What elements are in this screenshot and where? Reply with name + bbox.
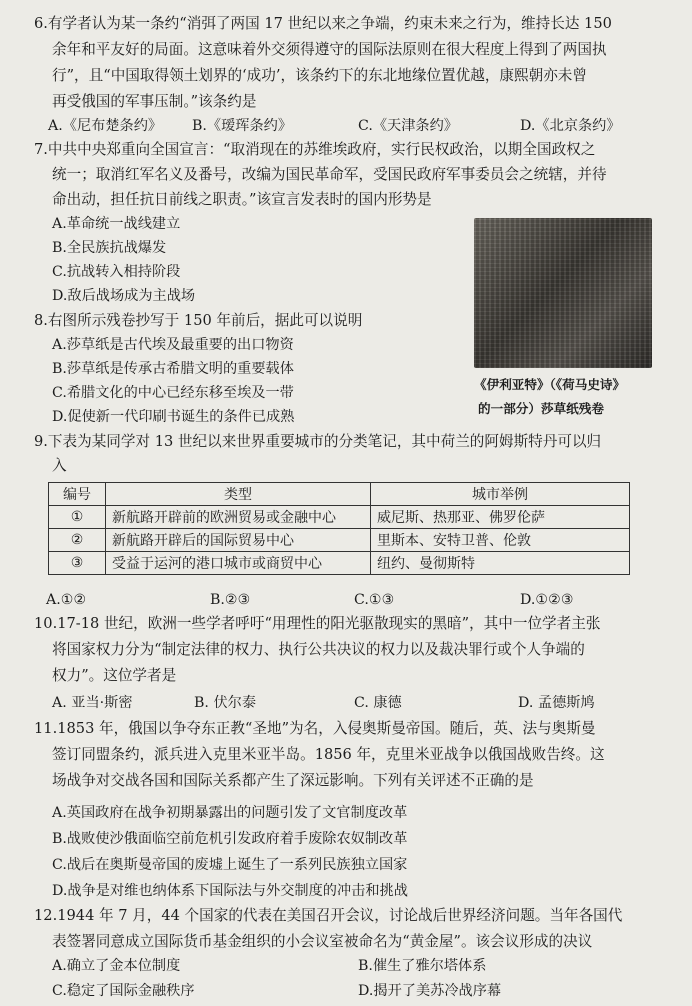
q8-option-a[interactable]: A.莎草纸是古代埃及最重要的出口物资 xyxy=(52,337,294,353)
q8-option-c[interactable]: C.希腊文化的中心已经东移至埃及一带 xyxy=(52,385,294,401)
q9-line-2: 入 xyxy=(52,457,67,474)
q10-option-b[interactable]: B. 伏尔泰 xyxy=(194,695,257,711)
q7-line-1: 7.中共中央郑重向全国宣言：“取消现在的苏维埃政府，实行民权政治，以期全国政权之 xyxy=(34,141,596,158)
papyrus-fragment-image xyxy=(474,218,652,368)
table-cell-cities: 威尼斯、热那亚、佛罗伦萨 xyxy=(371,506,630,529)
q11-option-d[interactable]: D.战争是对维也纳体系下国际法与外交制度的冲击和挑战 xyxy=(52,883,408,899)
q12-option-c[interactable]: C.稳定了国际金融秩序 xyxy=(52,983,195,999)
q10-line-3: 权力”。这位学者是 xyxy=(52,667,177,684)
q9-option-c[interactable]: C.①③ xyxy=(354,592,395,608)
q6-line-3: 行”，且“中国取得领土划界的‘成功’，该条约下的东北地缘位置优越，康熙朝亦未曾 xyxy=(52,67,587,84)
q10-line-2: 将国家权力分为“制定法律的权力、执行公共决议的权力以及裁决罪行或个人争端的 xyxy=(52,641,585,658)
figure-caption-line-1: 《伊利亚特》（《荷马史诗》 xyxy=(474,377,626,392)
q11-line-2: 签订同盟条约，派兵进入克里米亚半岛。1856 年，克里米亚战争以俄国战败告终。这 xyxy=(52,746,605,763)
table-cell-cities: 里斯本、安特卫普、伦敦 xyxy=(371,529,630,552)
figure-caption-line-2: 的一部分）莎草纸残卷 xyxy=(478,401,604,416)
q11-option-b[interactable]: B.战败使沙俄面临空前危机引发政府着手废除农奴制改革 xyxy=(52,831,408,847)
q12-line-2: 表签署同意成立国际货币基金组织的小会议室被命名为“黄金屋”。该会议形成的决议 xyxy=(52,933,593,950)
q6-line-1: 6.有学者认为某一条约“消弭了两国 17 世纪以来之争端，约束未来之行为，维持长达 150 xyxy=(34,15,612,32)
table-cell-type: 新航路开辟后的国际贸易中心 xyxy=(106,529,371,552)
q6-option-a[interactable]: A.《尼布楚条约》 xyxy=(48,118,163,134)
q8-option-d[interactable]: D.促使新一代印刷书诞生的条件已成熟 xyxy=(52,409,295,425)
table-cell-number: ③ xyxy=(49,552,106,575)
q12-option-d[interactable]: D.揭开了美苏冷战序幕 xyxy=(358,983,502,999)
q12-option-a[interactable]: A.确立了金本位制度 xyxy=(52,958,181,974)
table-cell-type: 新航路开辟前的欧洲贸易或金融中心 xyxy=(106,506,371,529)
table-cell-number: ② xyxy=(49,529,106,552)
table-row xyxy=(49,506,630,529)
table-row xyxy=(49,552,630,575)
table-cell-number: ① xyxy=(49,506,106,529)
q9-option-d[interactable]: D.①②③ xyxy=(520,592,574,608)
q12-line-1: 12.1944 年 7 月，44 个国家的代表在美国召开会议，讨论战后世界经济问题。当年各国代 xyxy=(34,907,623,924)
q9-line-1: 9.下表为某同学对 13 世纪以来世界重要城市的分类笔记，其中荷兰的阿姆斯特丹可以归 xyxy=(34,433,602,450)
q6-line-2: 余年和平友好的局面。这意味着外交须得遵守的国际法原则在很大程度上得到了两国执 xyxy=(52,41,607,58)
q6-line-4: 再受俄国的军事压制。”该条约是 xyxy=(52,93,257,110)
q12-option-b[interactable]: B.催生了雅尔塔体系 xyxy=(358,958,487,974)
q7-line-3: 命出动，担任抗日前线之职责。”该宣言发表时的国内形势是 xyxy=(52,191,432,208)
q11-option-a[interactable]: A.英国政府在战争初期暴露出的问题引发了文官制度改革 xyxy=(52,805,408,821)
q7-option-c[interactable]: C.抗战转入相持阶段 xyxy=(52,264,181,280)
q7-option-a[interactable]: A.革命统一战线建立 xyxy=(52,216,181,232)
q11-line-3: 场战争对交战各国和国际关系都产生了深远影响。下列有关评述不正确的是 xyxy=(52,772,534,789)
table-row xyxy=(49,529,630,552)
q6-option-b[interactable]: B.《瑷珲条约》 xyxy=(192,118,293,134)
table-cell-cities: 纽约、曼彻斯特 xyxy=(371,552,630,575)
table-header-type: 类型 xyxy=(106,483,371,506)
q9-option-b[interactable]: B.②③ xyxy=(210,592,251,608)
q10-line-1: 10.17-18 世纪，欧洲一些学者呼吁“用理性的阳光驱散现实的黑暗”，其中一位学者主张 xyxy=(34,615,601,632)
table-cell-type: 受益于运河的港口城市或商贸中心 xyxy=(106,552,371,575)
q10-option-c[interactable]: C. 康德 xyxy=(354,695,402,711)
table-header-row xyxy=(49,483,630,506)
q8-stem: 8.右图所示残卷抄写于 150 年前后，据此可以说明 xyxy=(34,312,363,329)
q10-option-a[interactable]: A. 亚当·斯密 xyxy=(52,695,133,711)
table-header-number: 编号 xyxy=(49,483,106,506)
q8-option-b[interactable]: B.莎草纸是传承古希腊文明的重要载体 xyxy=(52,361,294,377)
q11-line-1: 11.1853 年，俄国以争夺东正教“圣地”为名，入侵奥斯曼帝国。随后，英、法与奥斯曼 xyxy=(34,720,596,737)
table-header-cities: 城市举例 xyxy=(371,483,630,506)
q6-option-c[interactable]: C.《天津条约》 xyxy=(358,118,458,134)
city-classification-table xyxy=(48,482,630,575)
q10-option-d[interactable]: D. 孟德斯鸠 xyxy=(518,695,595,711)
q7-line-2: 统一；取消红军名义及番号，改编为国民革命军，受国民政府军事委员会之统辖，并待 xyxy=(52,166,607,183)
q6-option-d[interactable]: D.《北京条约》 xyxy=(520,118,621,134)
q7-option-b[interactable]: B.全民族抗战爆发 xyxy=(52,240,167,256)
q7-option-d[interactable]: D.敌后战场成为主战场 xyxy=(52,288,196,304)
q9-option-a[interactable]: A.①② xyxy=(46,592,87,608)
q11-option-c[interactable]: C.战后在奥斯曼帝国的废墟上诞生了一系列民族独立国家 xyxy=(52,857,408,873)
